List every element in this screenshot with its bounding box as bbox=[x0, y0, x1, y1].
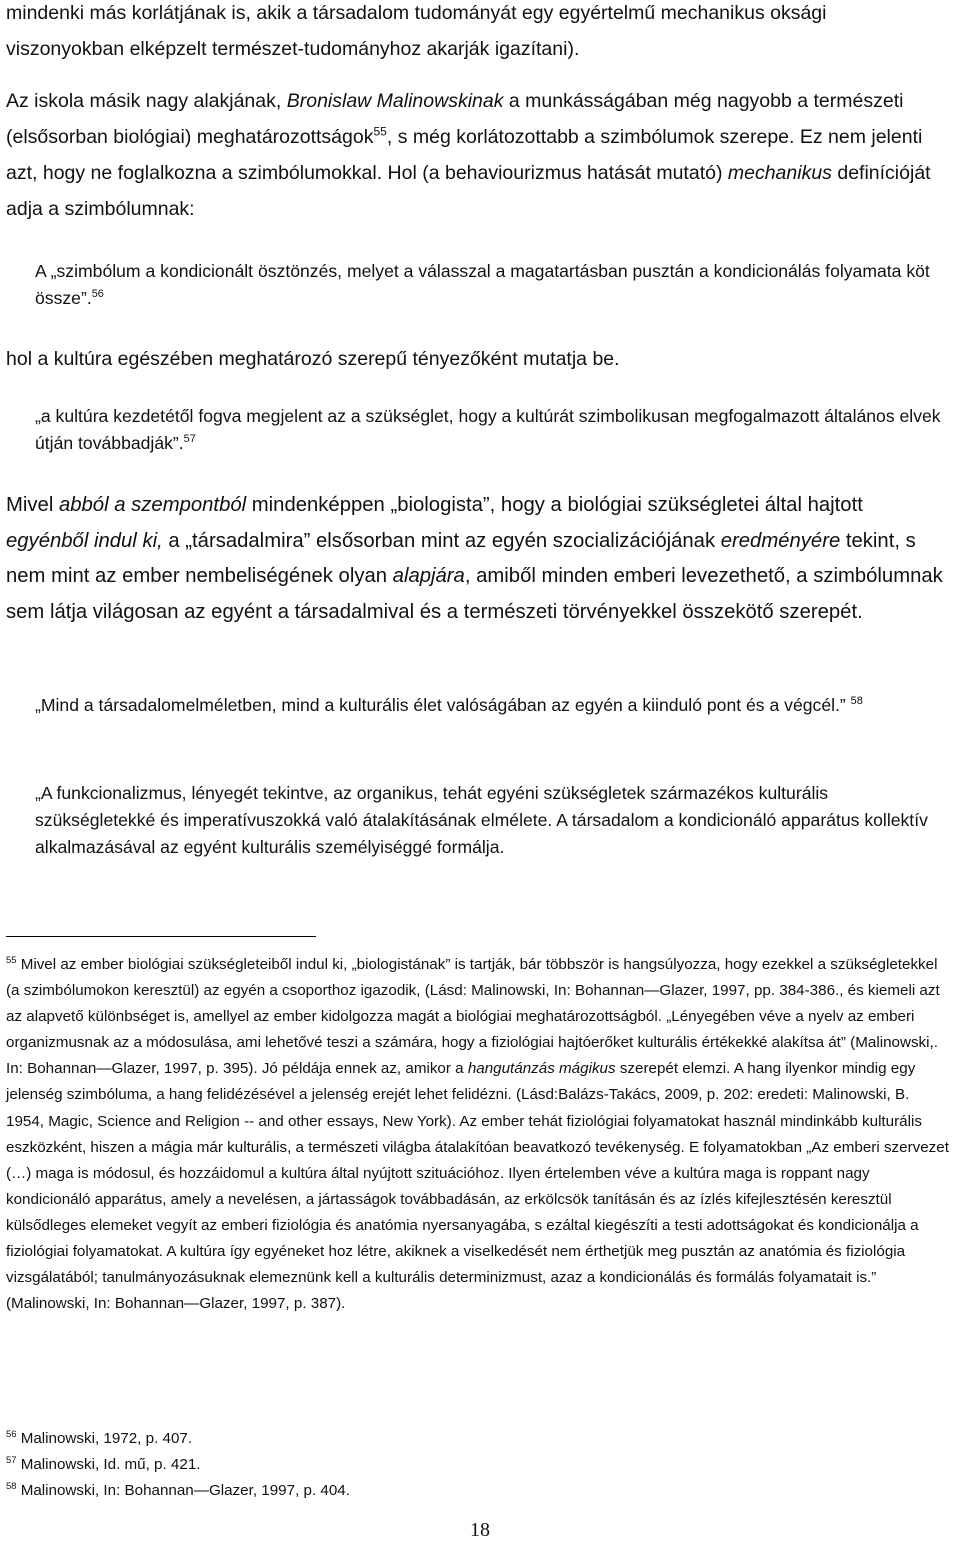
quote-text: „Mind a társadalomelméletben, mind a kulturális élet valóságában az egyén a kiinduló pont és a végcél.” bbox=[35, 695, 846, 715]
paragraph-text: Az iskola másik nagy alakjának, bbox=[6, 90, 287, 112]
paragraph-text: , amiből minden emberi levezethető, a szimbólumnak sem látja világosan az egyént a társadalmival és a természeti törvényekkel összekötő szerepét. bbox=[6, 565, 943, 623]
page-number: 18 bbox=[470, 1519, 490, 1541]
emphasis-italic: hangutánzás mágikus bbox=[467, 1060, 616, 1078]
footnote-ref-57[interactable]: 57 bbox=[183, 433, 196, 446]
quote-text: „A funkcionalizmus, lényegét tekintve, az organikus, tehát egyéni szükségletek származékos kulturális szükségletekké és imperatívuszokká való átalakításának elmélete. A társadalom a kondicionáló apparátus kollektív alkalmazásával az egyént kulturális személyiséggé formálja. bbox=[35, 783, 928, 857]
lead-paragraph bbox=[6, 0, 950, 67]
malinowski-paragraph bbox=[6, 83, 950, 227]
emphasis-italic: eredményére bbox=[720, 529, 841, 552]
lead-text: mindenki más korlátjának is, akik a társadalom tudományát egy egyértelmű mechanikus oksági viszonyokban elképzelt természet-tudományhoz akarják igazítani). bbox=[6, 2, 827, 60]
footnote-text: Malinowski, In: Bohannan—Glazer, 1997, p. 404. bbox=[16, 1482, 350, 1499]
footnote-58 bbox=[6, 1478, 950, 1504]
block-quote-4 bbox=[35, 780, 945, 861]
paragraph-text: Mivel bbox=[6, 494, 59, 516]
footnote-text: Mivel az ember biológiai szükségleteiből indul ki, „biologistának” is tartják, bár többször is hangsúlyozza, hogy ezekkel a szükségletekkel (a szimbólumokon keresztül) az egyén a csoporthoz igazodik, (Lásd: Malinowski, In: Bohannan—Glazer, 1997, pp. 384-386., és kiemeli azt az alapvető különbséget is, amellyel az ember kidolgozza magát a biológiai meghatározottságból. „Lényegében véve a nyelv az emberi organizmusnak az a módosulása, ami lehetővé teszi a számára, hogy a fiziológiai hajtóerőket kulturális értékekké alakítsa át” (Malinowski,. In: Bohannan—Glazer, 1997, p. 395). Jó példája ennek az, amikor a bbox=[6, 956, 940, 1078]
footnote-57 bbox=[6, 1452, 950, 1478]
paragraph-text: definícióját adja a szimbólumnak: bbox=[6, 162, 931, 220]
paragraph-text: a munkásságában még nagyobb a természeti (elsősorban biológiai) meghatározottságok bbox=[6, 90, 904, 148]
paragraph-text: mindenképpen „biologista”, hogy a biológiai szükségletei által hajtott bbox=[246, 494, 863, 516]
footnote-text: szerepét elemzi. A hang ilyenkor mindig egy jelenség szimbóluma, a hang felidézésével a jelenség erejét lehet felidézni. (Lásd:Balázs-Takács, 2009, p. 202: eredeti: Malinowski, B. 1954, Magic, Science and Religion -- and other essays, New York). Az ember tehát fiziológiai folyamatokat használ mindinkább kulturális eszközként, hiszen a mágia már kulturális, a természeti világba átalakítóan beavatkozó tevékenység. E folyamatokban „Az emberi szervezet (…) maga is módosul, és hozzáidomul a kultúra által nyújtott szituációhoz. Ilyen értelemben véve a kultúra maga is roppant nagy kondicionáló apparátus, amely a nevelésen, a jártasságok továbbadásán, az erkölcsök tanításán és az ízlés kifejlesztésén keresztül külsődleges elemeket vegyít az emberi fiziológia és anatómia nyersanyagába, s ezáltal kiegészíti a testi adottságokat és kondicionálja a fiziológiai folyamatokat. A kultúra így egyéneket hoz létre, akiknek a viselkedését nem érthetjük meg pusztán az anatómia és fiziológia vizsgálatából; tanulmányozásuknak elemeznünk kell a kulturális determinizmust, azaz a kondicionálás és formálás folyamatait is.” (Malinowski, In: Bohannan—Glazer, 1997, p. 387). bbox=[6, 1060, 949, 1313]
footnote-separator bbox=[6, 936, 316, 937]
author-name-italic: Bronislaw Malinowskinak bbox=[286, 90, 504, 112]
footnote-ref-56[interactable]: 56 bbox=[91, 288, 104, 301]
paragraph-text: , s még korlátozottabb a szimbólumok szerepe. Ez nem jelenti azt, hogy ne foglalkozna a szimbólumokkal. Hol (a behaviourizmus hatását mutató) bbox=[6, 126, 923, 184]
quote-text: A „szimbólum a kondicionált ösztönzés, melyet a válasszal a magatartásban pusztán a kondicionálás folyamata köt össze”. bbox=[35, 261, 930, 308]
emphasis-italic: abból a szempontból bbox=[58, 494, 247, 516]
paragraph-text: a „társadalmira” elsősorban mint az egyén szocializációjának bbox=[162, 529, 721, 552]
footnote-56 bbox=[6, 1426, 950, 1452]
footnote-number: 56 bbox=[6, 1427, 17, 1439]
footnote-number: 57 bbox=[6, 1453, 17, 1465]
mivel-paragraph bbox=[6, 488, 950, 630]
emphasis-italic: alapjára bbox=[392, 565, 465, 588]
block-quote-1 bbox=[35, 258, 945, 312]
hol-line bbox=[6, 344, 950, 374]
footnote-text: Malinowski, Id. mű, p. 421. bbox=[16, 1456, 201, 1473]
block-quote-2 bbox=[35, 403, 945, 457]
emphasis-italic: mechanikus bbox=[727, 162, 832, 184]
quote-text: „a kultúra kezdetétől fogva megjelent az a szükséglet, hogy a kultúrát szimbolikusan megfogalmazott általános elvek útján továbbadják”. bbox=[35, 406, 941, 453]
footnote-text: Malinowski, 1972, p. 407. bbox=[16, 1430, 193, 1447]
footnote-ref-58[interactable]: 58 bbox=[850, 695, 863, 708]
footnote-55 bbox=[6, 952, 950, 1317]
footnote-ref-55[interactable]: 55 bbox=[373, 124, 387, 139]
block-quote-3 bbox=[35, 692, 945, 719]
paragraph-text: hol a kultúra egészében meghatározó szerepű tényezőként mutatja be. bbox=[6, 348, 620, 370]
footnote-number: 58 bbox=[6, 1479, 17, 1491]
paragraph-text: tekint, s nem mint az ember nembeliségének olyan bbox=[6, 529, 916, 588]
emphasis-italic: egyénből indul ki, bbox=[6, 529, 163, 552]
footnote-number: 55 bbox=[6, 953, 17, 965]
